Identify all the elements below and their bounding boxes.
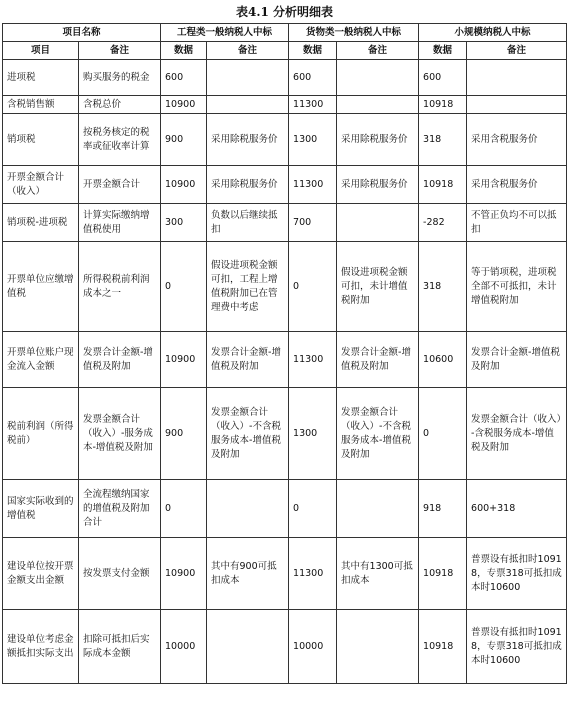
table-row [3,96,567,114]
table-cell [337,60,419,96]
table-cell: 900 [161,388,207,480]
table-cell: 假设进项税金额可扣，工程上增值税附加已在管理费中考虑 [207,242,289,332]
table-cell: 开票单位账户现金流入金额 [3,332,79,388]
table-cell: 所得税税前利润成本之一 [79,242,161,332]
table-cell: 销项税 [3,114,79,166]
table-cell: 发票金额合计（收入）-服务成本-增值税及附加 [79,388,161,480]
table-row [3,60,567,96]
table-cell: 10900 [161,166,207,204]
table-row [3,388,567,480]
column-header: 数据 [419,42,467,60]
table-cell: 其中有1300可抵扣成本 [337,538,419,610]
table-cell [337,480,419,538]
table-cell: 国家实际收到的增值税 [3,480,79,538]
table-cell: 扣除可抵扣后实际成本金额 [79,610,161,684]
table-cell: 918 [419,480,467,538]
header-group: 项目名称 [3,24,161,42]
table-cell [337,610,419,684]
table-cell: 11300 [289,538,337,610]
table-cell [207,610,289,684]
table-cell: 假设进项税金额可扣，未计增值税附加 [337,242,419,332]
table-cell: 等于销项税，进项税全部不可抵扣，未计增值税附加 [467,242,567,332]
header-group-row [3,24,567,42]
table-cell: 按发票支付金额 [79,538,161,610]
table-cell: 负数以后继续抵扣 [207,204,289,242]
column-header: 项目 [3,42,79,60]
table-row [3,242,567,332]
table-cell: 发票合计金额-增值税及附加 [79,332,161,388]
table-cell: 发票合计金额-增值税及附加 [337,332,419,388]
table-cell: -282 [419,204,467,242]
table-cell: 采用含税服务价 [467,114,567,166]
table-row [3,480,567,538]
table-cell: 0 [161,242,207,332]
table-cell: 发票合计金额-增值税及附加 [207,332,289,388]
table-cell: 含税销售额 [3,96,79,114]
table-cell [337,204,419,242]
table-cell: 开票金额合计 [79,166,161,204]
table-cell: 建设单位考虑金额抵扣实际支出 [3,610,79,684]
table-cell: 采用除税服务价 [337,114,419,166]
table-row [3,332,567,388]
table-title: 表4.1 分析明细表 [235,5,334,19]
table-cell: 不管正负均不可以抵扣 [467,204,567,242]
table-row [3,114,567,166]
table-cell: 0 [289,480,337,538]
table-cell: 1300 [289,388,337,480]
table-cell: 发票金额合计（收入）-不含税服务成本-增值税及附加 [337,388,419,480]
table-cell: 采用除税服务价 [207,166,289,204]
table-cell: 按税务核定的税率或征收率计算 [79,114,161,166]
table-cell: 11300 [289,332,337,388]
table-cell: 600 [289,60,337,96]
table-cell: 开票单位应缴增值税 [3,242,79,332]
table-cell: 318 [419,242,467,332]
column-header: 备注 [207,42,289,60]
table-cell: 10918 [419,166,467,204]
table-cell: 其中有900可抵扣成本 [207,538,289,610]
table-cell: 10600 [419,332,467,388]
table-cell [207,60,289,96]
table-cell: 10918 [419,96,467,114]
table-cell: 购买服务的税金 [79,60,161,96]
table-cell [467,60,567,96]
table-cell: 全流程缴纳国家的增值税及附加合计 [79,480,161,538]
table-cell: 1300 [289,114,337,166]
table-cell [467,96,567,114]
table-cell: 10918 [419,538,467,610]
table-cell: 600 [419,60,467,96]
table-cell: 税前利润（所得税前） [3,388,79,480]
table-row [3,166,567,204]
table-cell: 采用除税服务价 [337,166,419,204]
table-cell: 600+318 [467,480,567,538]
table-cell: 11300 [289,96,337,114]
table-cell: 700 [289,204,337,242]
table-cell: 含税总价 [79,96,161,114]
table-cell: 采用含税服务价 [467,166,567,204]
table-cell: 发票金额合计（收入）-含税服务成本-增值税及附加 [467,388,567,480]
table-row [3,538,567,610]
table-cell: 10000 [161,610,207,684]
header-group: 货物类一般纳税人中标 [289,24,419,42]
table-cell: 10000 [289,610,337,684]
table-cell: 0 [419,388,467,480]
table-cell: 发票合计金额-增值税及附加 [467,332,567,388]
table-cell [337,96,419,114]
table-cell: 10900 [161,96,207,114]
table-row [3,610,567,684]
table-cell: 10900 [161,538,207,610]
table-cell: 11300 [289,166,337,204]
column-header: 数据 [289,42,337,60]
column-header: 数据 [161,42,207,60]
table-cell: 10900 [161,332,207,388]
table-cell [207,480,289,538]
table-cell: 318 [419,114,467,166]
table-cell: 0 [289,242,337,332]
table-cell: 600 [161,60,207,96]
header-group: 小规模纳税人中标 [419,24,567,42]
table-cell: 300 [161,204,207,242]
column-header: 备注 [79,42,161,60]
column-header: 备注 [337,42,419,60]
header-group: 工程类一般纳税人中标 [161,24,289,42]
table-cell: 采用除税服务价 [207,114,289,166]
table-cell: 普票设有抵扣时10918，专票318可抵扣成本时10600 [467,538,567,610]
table-cell: 发票金额合计（收入）-不含税服务成本-增值税及附加 [207,388,289,480]
table-cell: 普票设有抵扣时10918，专票318可抵扣成本时10600 [467,610,567,684]
table-cell: 900 [161,114,207,166]
table-cell: 计算实际缴纳增值税使用 [79,204,161,242]
table-cell: 销项税-进项税 [3,204,79,242]
header-column-row [3,42,567,60]
table-cell: 进项税 [3,60,79,96]
analysis-table [2,23,567,684]
table-cell: 10918 [419,610,467,684]
table-cell: 0 [161,480,207,538]
table-cell: 开票金额合计（收入） [3,166,79,204]
table-cell [207,96,289,114]
table-cell: 建设单位按开票金额支出金额 [3,538,79,610]
column-header: 备注 [467,42,567,60]
table-row [3,204,567,242]
